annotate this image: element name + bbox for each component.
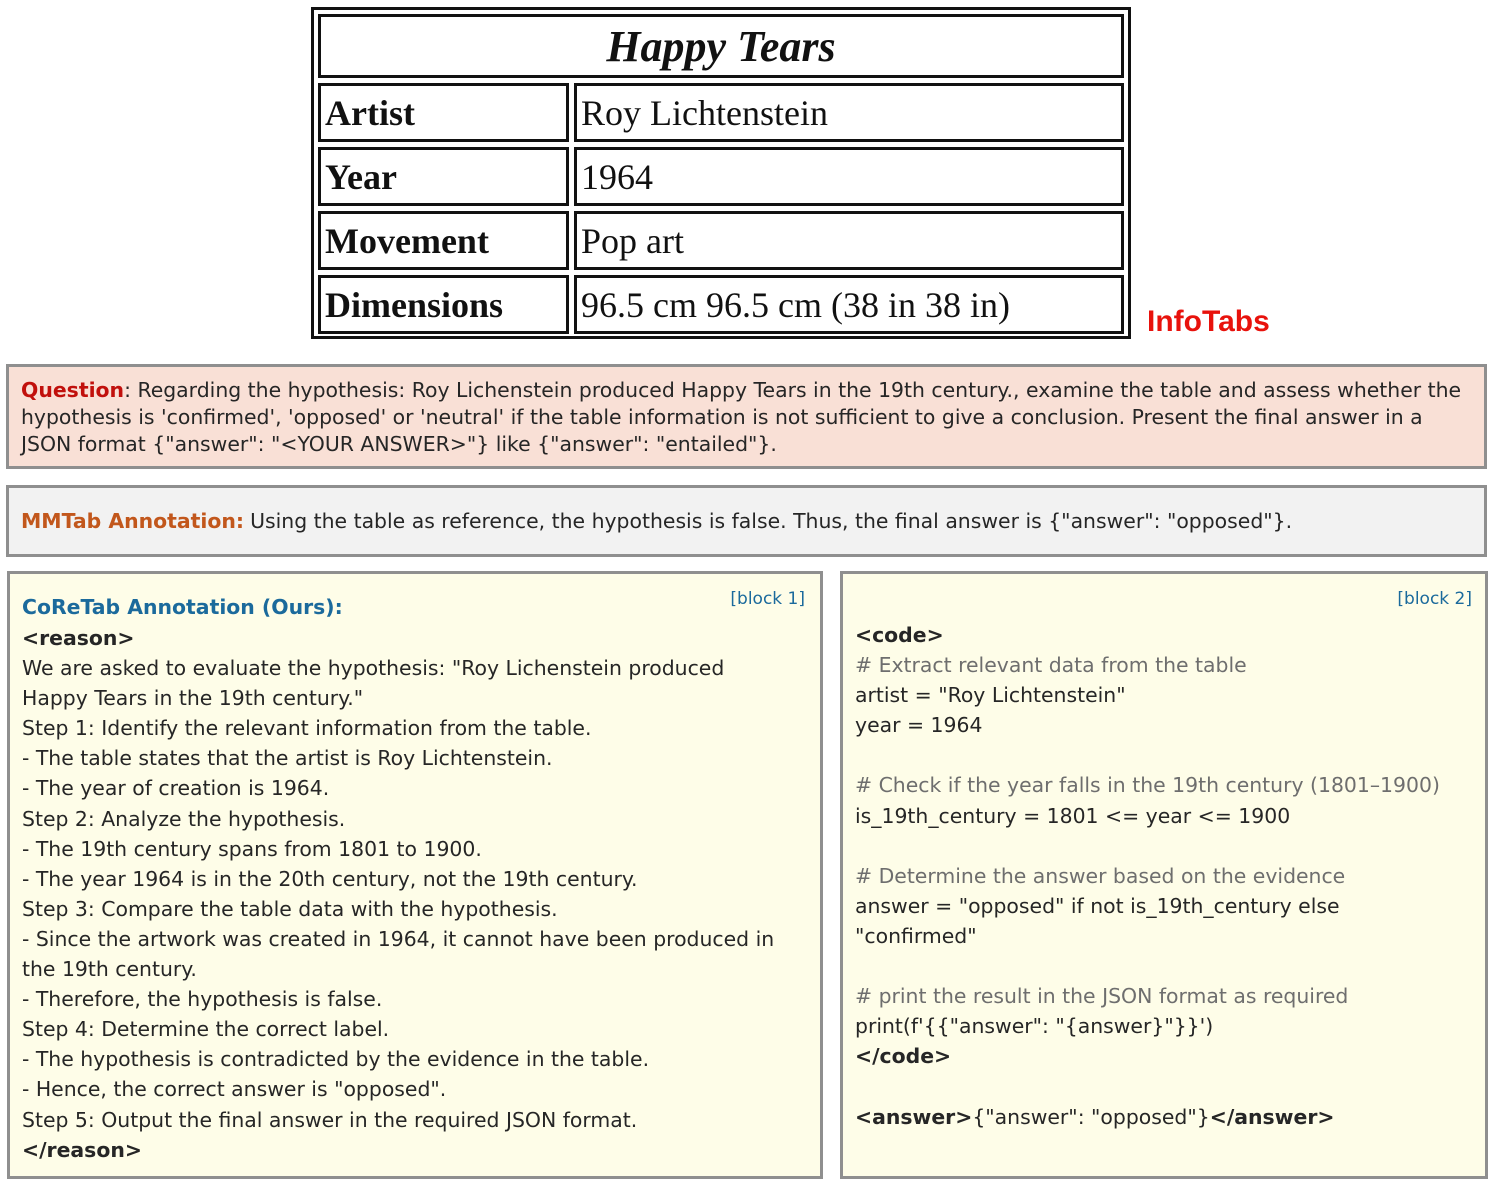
reason-line: - The 19th century spans from 1801 to 1900. <box>22 836 482 861</box>
reason-line: Step 2: Analyze the hypothesis. <box>22 806 346 831</box>
code-line: print(f'{{"answer": "{answer}"}}') <box>855 1014 1214 1039</box>
answer-value: {"answer": "opposed"} <box>972 1104 1210 1129</box>
code-open-tag: <code> <box>855 623 944 647</box>
code-comment: # Extract relevant data from the table <box>855 653 1247 678</box>
reason-line: - The hypothesis is contradicted by the evidence in the table. <box>22 1047 650 1072</box>
table-value-year: 1964 <box>574 147 1124 206</box>
code-blank-line <box>855 831 1473 861</box>
reason-line: Step 4: Determine the correct label. <box>22 1017 390 1042</box>
table-key-movement: Movement <box>318 211 569 270</box>
reason-line: the 19th century. <box>22 957 197 982</box>
code-line: is_19th_century = 1801 <= year <= 1900 <box>855 803 1291 828</box>
table-key-year: Year <box>318 147 569 206</box>
code-blank-line <box>855 1071 1473 1101</box>
answer-close-tag: </answer> <box>1209 1104 1335 1129</box>
coretab-reason-block <box>7 571 823 1179</box>
code-comment: # Check if the year falls in the 19th century (1801–1900) <box>855 773 1440 798</box>
mmtab-annotation-box <box>6 485 1487 557</box>
answer-line <box>855 1102 1473 1132</box>
mmtab-label: MMTab Annotation: <box>21 509 245 533</box>
answer-open-tag: <answer> <box>855 1104 973 1129</box>
reason-line: - Since the artwork was created in 1964, it cannot have been produced in <box>22 926 775 951</box>
question-box <box>6 364 1487 469</box>
reason-line: Step 1: Identify the relevant information from the table. <box>22 716 592 741</box>
reason-line: - Hence, the correct answer is "opposed". <box>22 1077 447 1102</box>
reason-line: We are asked to evaluate the hypothesis: "Roy Lichenstein produced <box>22 656 725 681</box>
table-key-dimensions: Dimensions <box>318 275 569 334</box>
code-comment: # Determine the answer based on the evidence <box>855 863 1346 888</box>
table-value-dimensions: 96.5 cm 96.5 cm (38 in 38 in) <box>574 275 1124 334</box>
block-1-tag: [block 1] <box>730 589 805 609</box>
reason-line: Step 5: Output the final answer in the required JSON format. <box>22 1107 638 1132</box>
code-comment: # print the result in the JSON format as required <box>855 984 1349 1009</box>
table-value-movement: Pop art <box>574 211 1124 270</box>
reason-line: Step 3: Compare the table data with the hypothesis. <box>22 896 558 921</box>
code-blank-line <box>855 740 1473 770</box>
code-line: artist = "Roy Lichtenstein" <box>855 683 1126 708</box>
infotabs-label: InfoTabs <box>1147 305 1270 338</box>
table-key-artist: Artist <box>318 83 569 142</box>
code-line: answer = "opposed" if not is_19th_century else <box>855 893 1340 918</box>
code-blank-line <box>855 951 1473 981</box>
mmtab-text: Using the table as reference, the hypothesis is false. Thus, the final answer is {"answer": "opposed"}. <box>250 509 1293 533</box>
table-title: Happy Tears <box>318 14 1124 78</box>
table-value-artist: Roy Lichtenstein <box>574 83 1124 142</box>
reason-line: - The year of creation is 1964. <box>22 776 330 801</box>
reason-line: - The table states that the artist is Roy Lichtenstein. <box>22 746 553 771</box>
code-line: year = 1964 <box>855 713 983 738</box>
reason-line: Happy Tears in the 19th century." <box>22 686 364 711</box>
block-2-tag: [block 2] <box>1397 589 1472 609</box>
reason-line: - The year 1964 is in the 20th century, not the 19th century. <box>22 866 638 891</box>
coretab-code-block <box>840 571 1488 1179</box>
question-label: Question <box>21 378 125 402</box>
info-table <box>311 7 1131 339</box>
code-close-tag: </code> <box>855 1044 952 1069</box>
reason-open-tag: <reason> <box>22 626 135 650</box>
coretab-label: CoReTab Annotation (Ours): <box>22 595 343 619</box>
question-text: : Regarding the hypothesis: Roy Lichenstein produced Happy Tears in the 19th century., examine the table and assess whether the hypothesis is 'confirmed', 'opposed' or 'neutral' if the table information is not sufficient to give a conclusion. Present the final answer in a JSON format {"answer": "<YOUR ANSWER>"} like {"answer": "entailed"}. <box>21 378 1462 456</box>
reason-line: - Therefore, the hypothesis is false. <box>22 987 383 1012</box>
reason-close-tag: </reason> <box>22 1137 142 1162</box>
code-line: "confirmed" <box>855 923 977 948</box>
